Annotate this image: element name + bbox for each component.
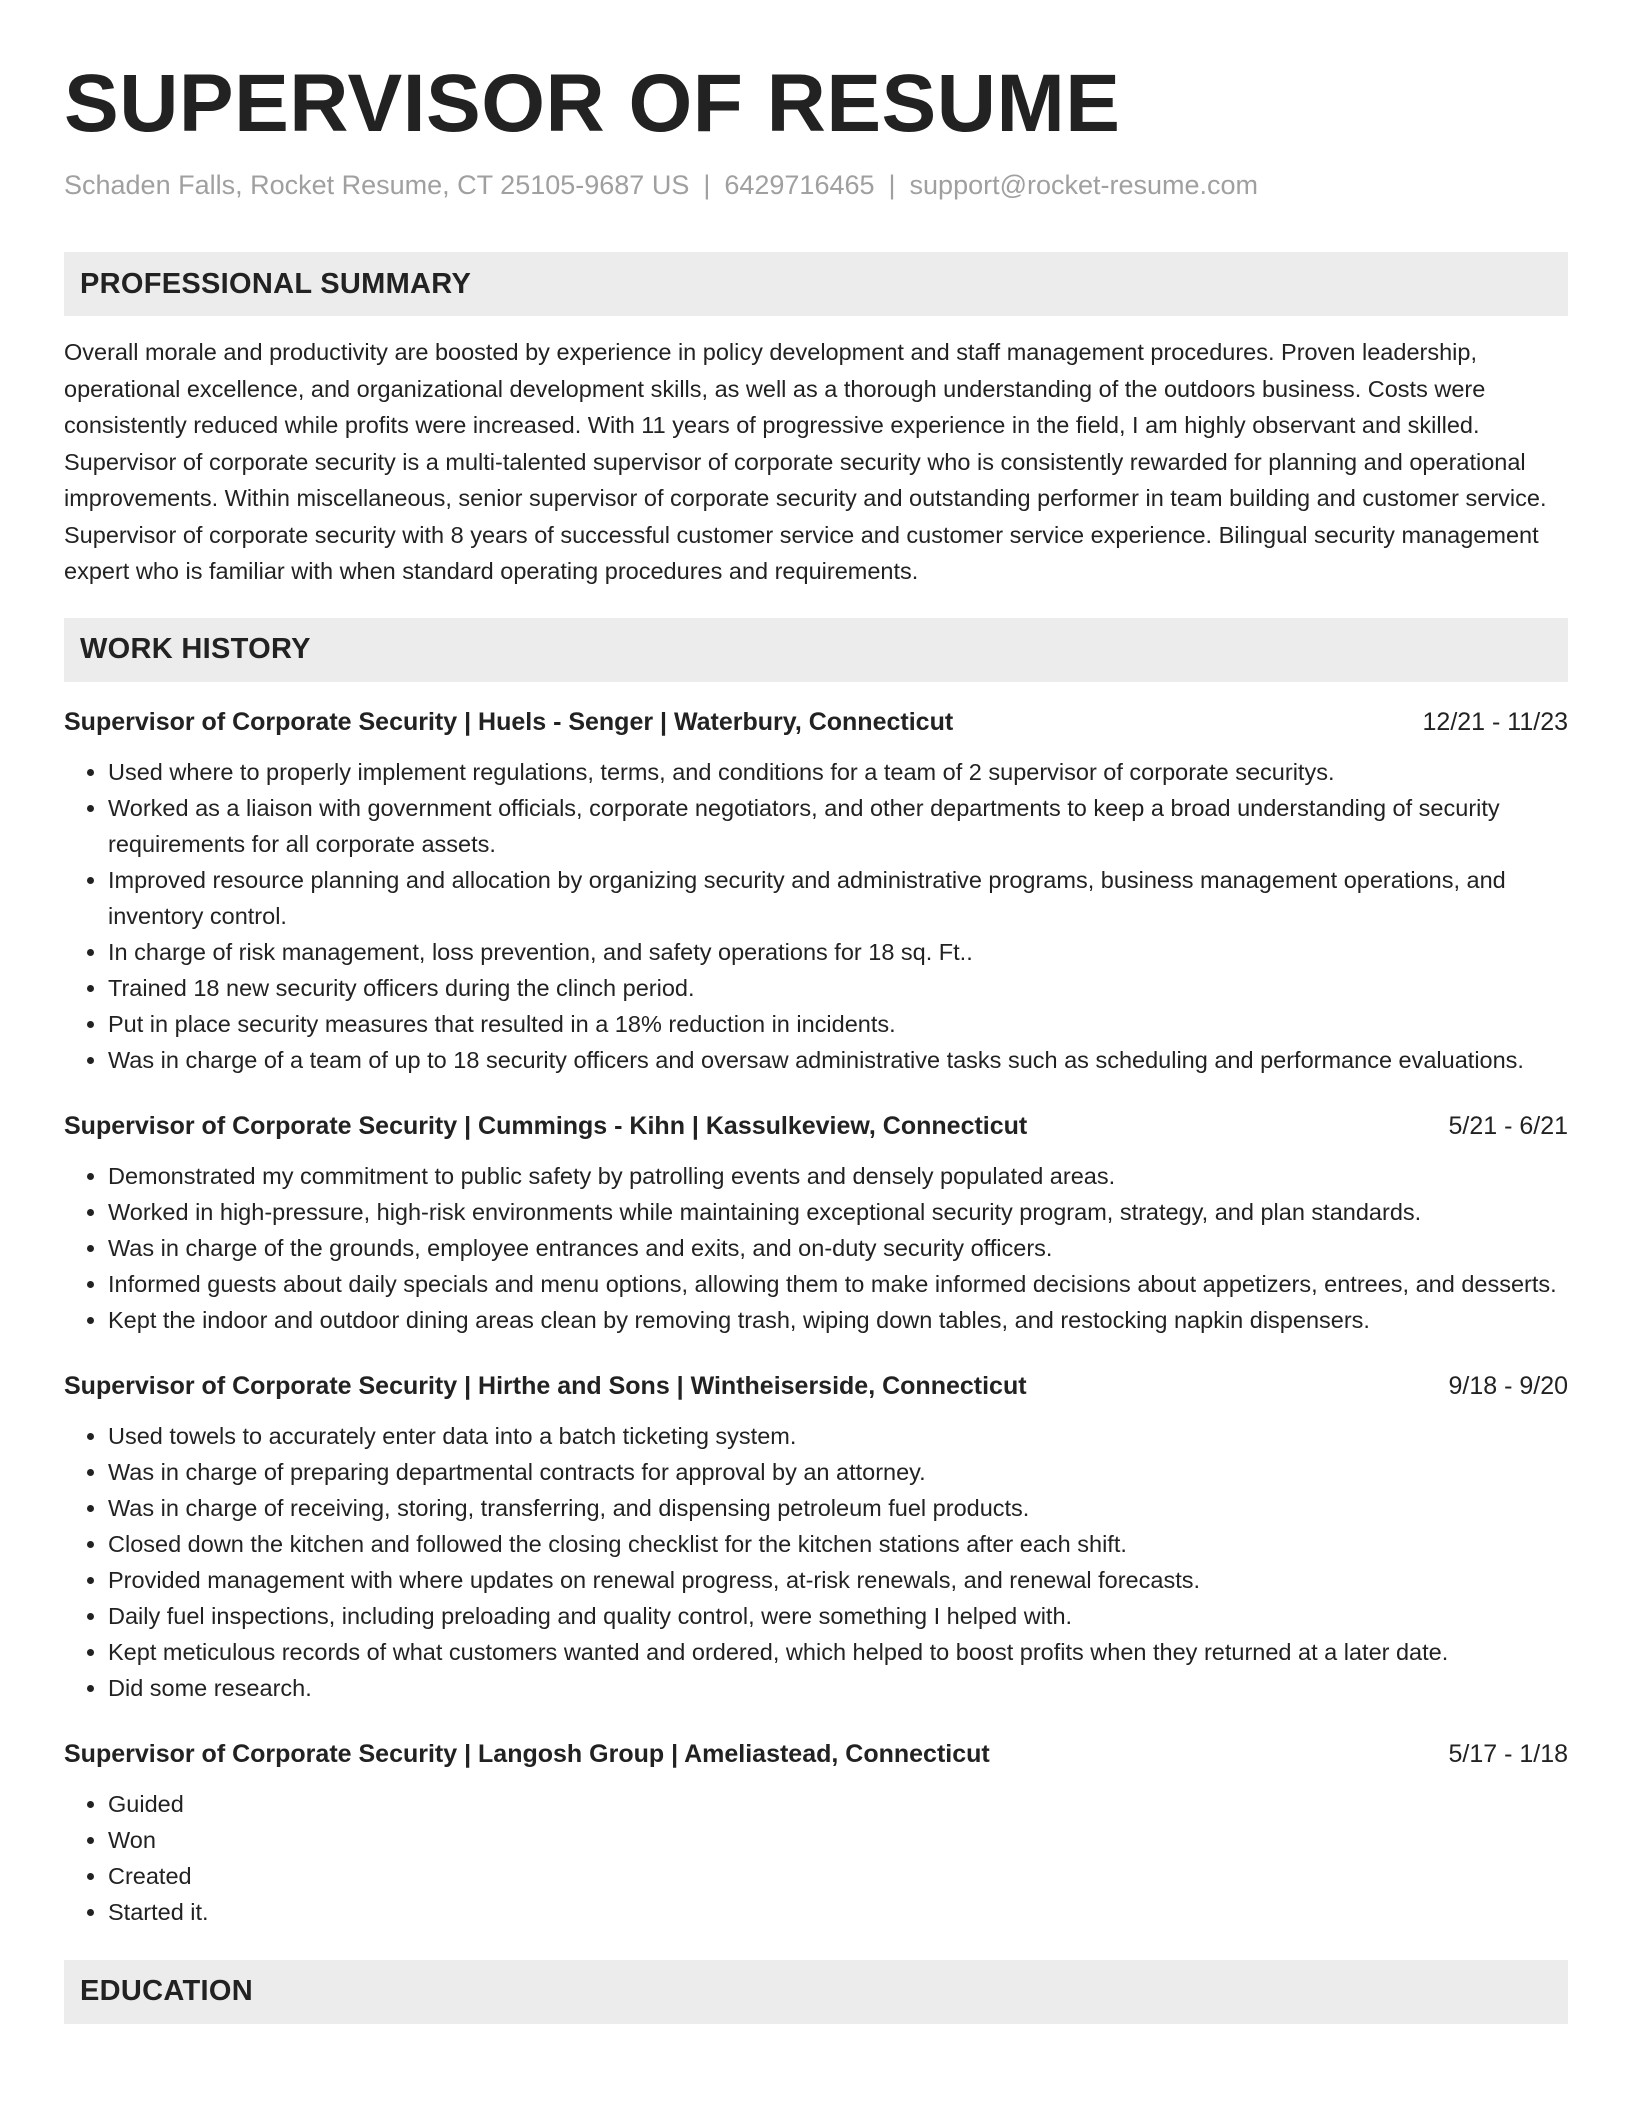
job-bullet: • Kept the indoor and outdoor dining areas clean by removing trash, wiping down tables, and restocking napkin dispensers. xyxy=(108,1302,1568,1338)
job-title: Supervisor of Corporate Security | Langosh Group | Ameliastead, Connecticut xyxy=(64,1739,990,1768)
job-bullet: • Provided management with where updates on renewal progress, at-risk renewals, and renewal forecasts. xyxy=(108,1562,1568,1598)
contact-phone: 6429716465 xyxy=(724,170,875,200)
job-dates: 5/17 - 1/18 xyxy=(1448,1739,1568,1768)
job-bullets xyxy=(64,1158,1568,1338)
job-bullet: • In charge of risk management, loss prevention, and safety operations for 18 sq. Ft.. xyxy=(108,934,1568,970)
job-bullet: • Informed guests about daily specials and menu options, allowing them to make informed decisions about appetizers, entrees, and desserts. xyxy=(108,1266,1568,1302)
job-header xyxy=(64,1736,1568,1772)
job-bullet: • Guided xyxy=(108,1786,1568,1822)
job-bullet: • Closed down the kitchen and followed the closing checklist for the kitchen stations after each shift. xyxy=(108,1526,1568,1562)
contact-separator: | xyxy=(888,170,896,200)
contact-line xyxy=(64,168,1568,202)
job-bullet: • Used where to properly implement regulations, terms, and conditions for a team of 2 supervisor of corporate securitys. xyxy=(108,754,1568,790)
job-bullet: • Created xyxy=(108,1858,1568,1894)
job-header xyxy=(64,1108,1568,1144)
job-header xyxy=(64,704,1568,740)
contact-email: support@rocket-resume.com xyxy=(909,170,1259,200)
job-entry xyxy=(64,1108,1568,1338)
job-bullet: • Worked in high-pressure, high-risk environments while maintaining exceptional security program, strategy, and plan standards. xyxy=(108,1194,1568,1230)
section-header-education: EDUCATION xyxy=(64,1960,1568,2024)
job-bullet: • Started it. xyxy=(108,1894,1568,1930)
job-bullet: • Daily fuel inspections, including preloading and quality control, were something I helped with. xyxy=(108,1598,1568,1634)
job-bullet: • Improved resource planning and allocation by organizing security and administrative programs, business management operations, and inventory control. xyxy=(108,862,1568,934)
work-history-list xyxy=(64,704,1568,1930)
job-title: Supervisor of Corporate Security | Cummings - Kihn | Kassulkeview, Connecticut xyxy=(64,1111,1028,1140)
job-entry xyxy=(64,704,1568,1078)
section-header-work-history: WORK HISTORY xyxy=(64,618,1568,682)
job-bullets xyxy=(64,754,1568,1078)
job-title: Supervisor of Corporate Security | Hirthe and Sons | Wintheiserside, Connecticut xyxy=(64,1371,1027,1400)
job-bullet: • Was in charge of receiving, storing, transferring, and dispensing petroleum fuel products. xyxy=(108,1490,1568,1526)
job-bullet: • Worked as a liaison with government officials, corporate negotiators, and other departments to keep a broad understanding of security requirements for all corporate assets. xyxy=(108,790,1568,862)
contact-address: Schaden Falls, Rocket Resume, CT 25105-9687 US xyxy=(64,170,690,200)
job-bullets xyxy=(64,1418,1568,1706)
job-bullet: • Trained 18 new security officers during the clinch period. xyxy=(108,970,1568,1006)
job-bullet: • Was in charge of the grounds, employee entrances and exits, and on-duty security officers. xyxy=(108,1230,1568,1266)
job-bullet: • Used towels to accurately enter data into a batch ticketing system. xyxy=(108,1418,1568,1454)
job-bullet: • Was in charge of preparing departmental contracts for approval by an attorney. xyxy=(108,1454,1568,1490)
contact-separator: | xyxy=(703,170,711,200)
job-dates: 5/21 - 6/21 xyxy=(1448,1111,1568,1140)
job-header xyxy=(64,1368,1568,1404)
job-entry xyxy=(64,1368,1568,1706)
job-dates: 12/21 - 11/23 xyxy=(1422,707,1568,736)
resume-page xyxy=(64,0,1568,2024)
job-bullet: • Was in charge of a team of up to 18 security officers and oversaw administrative tasks such as scheduling and performance evaluations. xyxy=(108,1042,1568,1078)
job-bullet: • Kept meticulous records of what customers wanted and ordered, which helped to boost profits when they returned at a later date. xyxy=(108,1634,1568,1670)
summary-text: Overall morale and productivity are boosted by experience in policy development and staff management procedures. Proven leadership, operational excellence, and organizational development skills, as well as a thorough understanding of the outdoors business. Costs were consistently reduced while profits were increased. With 11 years of progressive experience in the field, I am highly observant and skilled. Supervisor of corporate security is a multi-talented supervisor of corporate security who is consistently rewarded for planning and operational improvements. Within miscellaneous, senior supervisor of corporate security and outstanding performer in team building and customer service. Supervisor of corporate security with 8 years of successful customer service and customer service experience. Bilingual security management expert who is familiar with when standard operating procedures and requirements. xyxy=(64,339,1547,584)
job-bullets xyxy=(64,1786,1568,1930)
job-title: Supervisor of Corporate Security | Huels - Senger | Waterbury, Connecticut xyxy=(64,707,954,736)
job-dates: 9/18 - 9/20 xyxy=(1448,1371,1568,1400)
job-bullet: • Put in place security measures that resulted in a 18% reduction in incidents. xyxy=(108,1006,1568,1042)
resume-name: SUPERVISOR OF RESUME xyxy=(64,58,1121,149)
section-header-summary: PROFESSIONAL SUMMARY xyxy=(64,252,1568,316)
job-bullet: • Won xyxy=(108,1822,1568,1858)
job-entry xyxy=(64,1736,1568,1930)
job-bullet: • Demonstrated my commitment to public safety by patrolling events and densely populated areas. xyxy=(108,1158,1568,1194)
job-bullet: • Did some research. xyxy=(108,1670,1568,1706)
